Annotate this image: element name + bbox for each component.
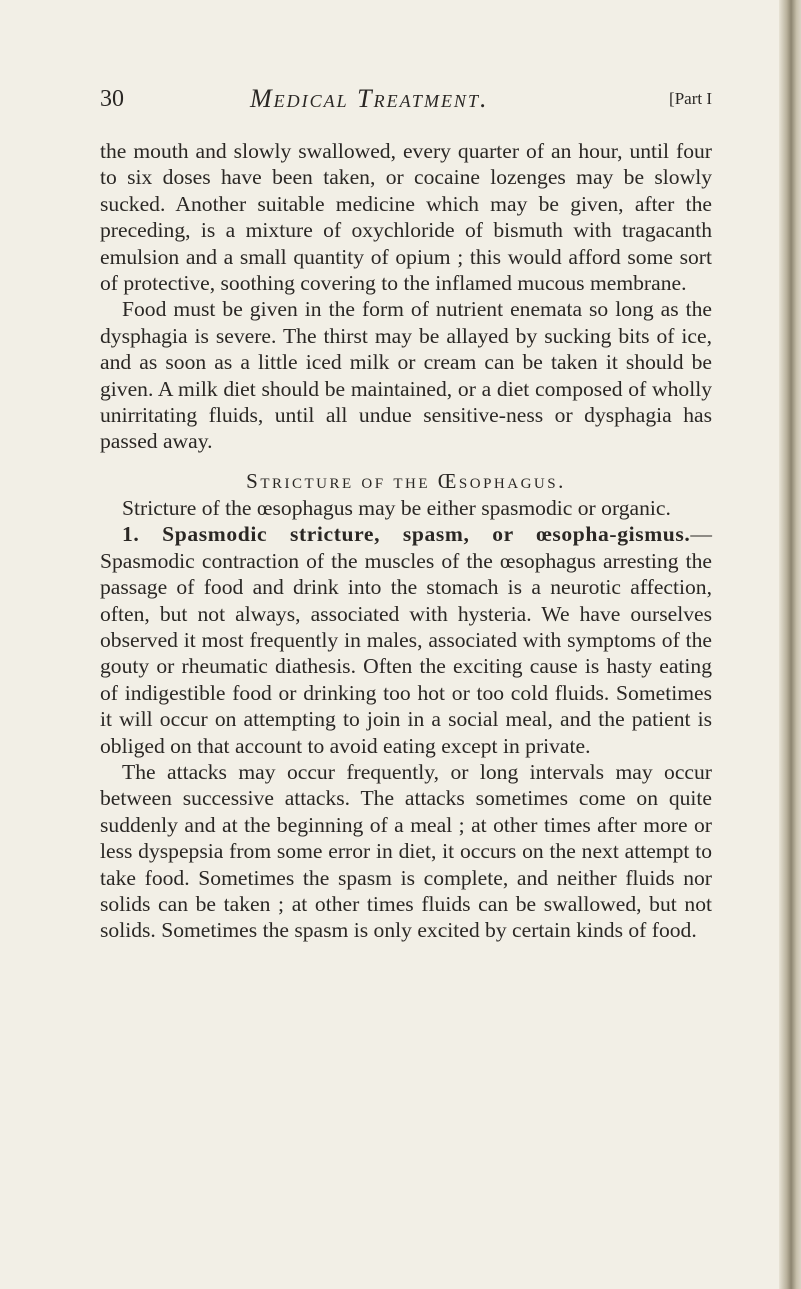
section-heading: Stricture of the Œsophagus. xyxy=(246,468,566,493)
part-label: [Part I xyxy=(669,89,712,108)
paragraph-stricture: Stricture of the œsophagus may be either spasmodic or organic. xyxy=(122,495,671,520)
paragraph-food: Food must be given in the form of nutrient enemata so long as the dysphagia is severe. The thirst may be allayed by sucking bits of ice, and as soon as a little iced milk or cream can be taken it should be given. A milk diet should be maintained, or a diet composed of wholly unirritating fluids, until all undue sensitive-ness or dysphagia has passed away. xyxy=(100,297,712,454)
page-edge-shadow xyxy=(779,0,801,1289)
page-body xyxy=(100,138,712,944)
paragraph-treatment: the mouth and slowly swallowed, every quarter of an hour, until four to six doses have been taken, or cocaine lozenges may be slowly sucked. Another suitable medicine which may be given, after the preceding, is a mixture of oxychloride of bismuth with tragacanth emulsion and a small quantity of opium ; this would afford some sort of protective, soothing covering to the inflamed mucous membrane. xyxy=(100,139,712,296)
paragraph-attacks: The attacks may occur frequently, or long intervals may occur between successive attacks. The attacks sometimes come on quite suddenly and at the beginning of a meal ; at other times after more or less dyspepsia from some error in diet, it occurs on the next attempt to take food. Sometimes the spasm is complete, and neither fluids nor solids can be taken ; at other times fluids can be swallowed, but not solids. Sometimes the spasm is only excited by certain kinds of food. xyxy=(100,759,712,943)
running-title: Medical Treatment. xyxy=(250,84,489,113)
page-number: 30 xyxy=(100,86,124,112)
paragraph-spasmodic-text: —Spasmodic contraction of the muscles of the œsophagus arresting the passage of food and drink into the stomach is a neurotic affection, often, but not always, associated with hysteria. We have ourselves observed it most frequently in males, associated with symptoms of the gouty or rheumatic diathesis. Often the exciting cause is hasty eating of indigestible food or drinking too hot or too cold fluids. Sometimes it will occur on attempting to join in a social meal, and the patient is obliged on that account to avoid eating except in private. xyxy=(100,522,712,758)
run-in-heading: 1. Spasmodic stricture, spasm, or œsopha-gismus. xyxy=(122,522,691,547)
running-header xyxy=(100,84,712,120)
paragraph-spasmodic xyxy=(100,521,712,759)
